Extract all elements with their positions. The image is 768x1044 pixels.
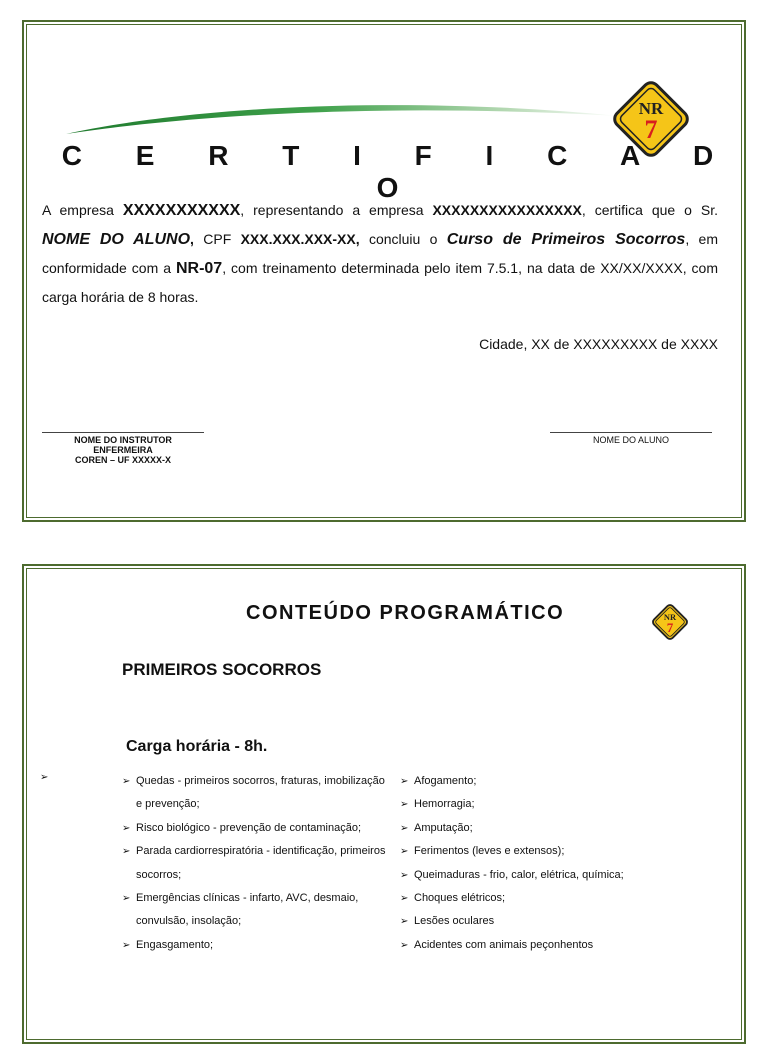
topic-text: Choques elétricos; <box>414 892 506 905</box>
topic-item <box>398 840 678 863</box>
certificate-page <box>22 20 746 522</box>
certificate-title: C E R T I F I C A D O <box>61 140 737 203</box>
arrow-bullet-icon: ➢ <box>400 822 409 834</box>
arrow-bullet-icon: ➢ <box>400 846 409 858</box>
body-text: A empresa <box>42 202 123 218</box>
instructor-registry: COREN – UF XXXXX-X <box>74 455 172 465</box>
topic-item <box>120 770 390 817</box>
program-subtitle: PRIMEIROS SOCORROS <box>122 660 322 679</box>
course-name: Curso de Primeiros Socorros <box>446 231 686 248</box>
certificate-body <box>42 196 718 311</box>
student-signature-line <box>550 432 712 433</box>
badge-nr-text: NR <box>638 99 664 118</box>
body-text: , <box>190 231 194 247</box>
topic-text: Ferimentos (leves e extensos); <box>414 845 565 858</box>
topic-item <box>398 864 678 887</box>
topic-text: Engasgamento; <box>136 938 214 951</box>
badge-number-text: 7 <box>644 115 658 144</box>
body-text: , representando a empresa <box>240 202 433 218</box>
arrow-bullet-icon: ➢ <box>400 799 409 811</box>
arrow-bullet-icon: ➢ <box>122 776 131 787</box>
topic-item <box>120 934 390 957</box>
program-title: CONTEÚDO PROGRAMÁTICO <box>246 602 565 624</box>
arrow-bullet-icon: ➢ <box>122 893 131 905</box>
student-name: NOME DO ALUNO <box>42 231 191 248</box>
topic-text: Amputação; <box>414 821 473 834</box>
topic-text: Lesões oculares <box>414 915 495 928</box>
norm-name: NR-07 <box>175 260 223 277</box>
topic-text: Parada cardiorrespiratória - identificação, primeiros socorros; <box>136 845 386 881</box>
topic-item <box>398 817 678 840</box>
instructor-role: ENFERMEIRA <box>93 445 153 455</box>
topic-text: Emergências clínicas - infarto, AVC, desmaio, convulsão, insolação; <box>136 892 359 928</box>
topic-text: Queimaduras - frio, calor, elétrica, química; <box>414 868 624 881</box>
program-page <box>22 564 746 1044</box>
topic-item <box>398 934 678 957</box>
instructor-signature-block <box>42 435 204 465</box>
instructor-signature-line <box>42 432 204 433</box>
topic-item <box>398 793 678 816</box>
company-name: XXXXXXXXXXX <box>122 202 241 219</box>
topic-item <box>398 770 678 793</box>
topic-item <box>398 910 678 933</box>
green-swoosh-graphic <box>64 98 624 138</box>
represented-company: XXXXXXXXXXXXXXXX <box>432 202 582 218</box>
topic-text: Afogamento; <box>414 775 477 787</box>
arrow-bullet-icon: ➢ <box>400 869 409 881</box>
topic-text: Risco biológico - prevenção de contaminação; <box>136 821 362 834</box>
cpf-value: XXX.XXX.XXX-XX, <box>240 231 360 247</box>
small-badge-number-text: 7 <box>666 619 674 635</box>
topic-text: Acidentes com animais peçonhentos <box>414 938 594 951</box>
topic-item <box>398 887 678 910</box>
arrow-bullet-icon: ➢ <box>400 939 409 951</box>
student-signature-label: NOME DO ALUNO <box>592 435 669 445</box>
topic-item <box>120 840 390 887</box>
body-text: CPF <box>193 231 241 247</box>
body-text: , em conformidade com a <box>42 231 718 276</box>
arrow-bullet-icon: ➢ <box>400 776 409 787</box>
instructor-name: NOME DO INSTRUTOR <box>74 435 172 445</box>
small-badge-nr-text: NR <box>663 612 677 623</box>
city-date: Cidade, XX de XXXXXXXXX de XXXX <box>479 336 718 352</box>
topics-column-right <box>398 770 678 957</box>
topic-item <box>120 887 390 934</box>
topic-item <box>120 817 390 840</box>
program-hours: Carga horária - 8h. <box>126 738 268 755</box>
arrow-bullet-icon: ➢ <box>400 916 409 928</box>
body-text: concluiu o <box>359 231 447 247</box>
nr7-small-badge-icon <box>648 600 692 644</box>
stray-bullet-icon: ➢ <box>40 772 49 783</box>
arrow-bullet-icon: ➢ <box>400 893 409 905</box>
arrow-bullet-icon: ➢ <box>122 939 131 951</box>
topic-text: Quedas - primeiros socorros, fraturas, imobilização e prevenção; <box>136 775 385 811</box>
topic-text: Hemorragia; <box>414 798 475 811</box>
arrow-bullet-icon: ➢ <box>122 822 131 834</box>
body-text: , com treinamento determinada pelo item 7.5.1, na data de XX/XX/XXXX, com carga horária de 8 horas. <box>42 260 718 305</box>
arrow-bullet-icon: ➢ <box>122 846 131 858</box>
body-text: , certifica que o Sr. <box>581 202 718 218</box>
topics-column-left <box>120 770 390 957</box>
